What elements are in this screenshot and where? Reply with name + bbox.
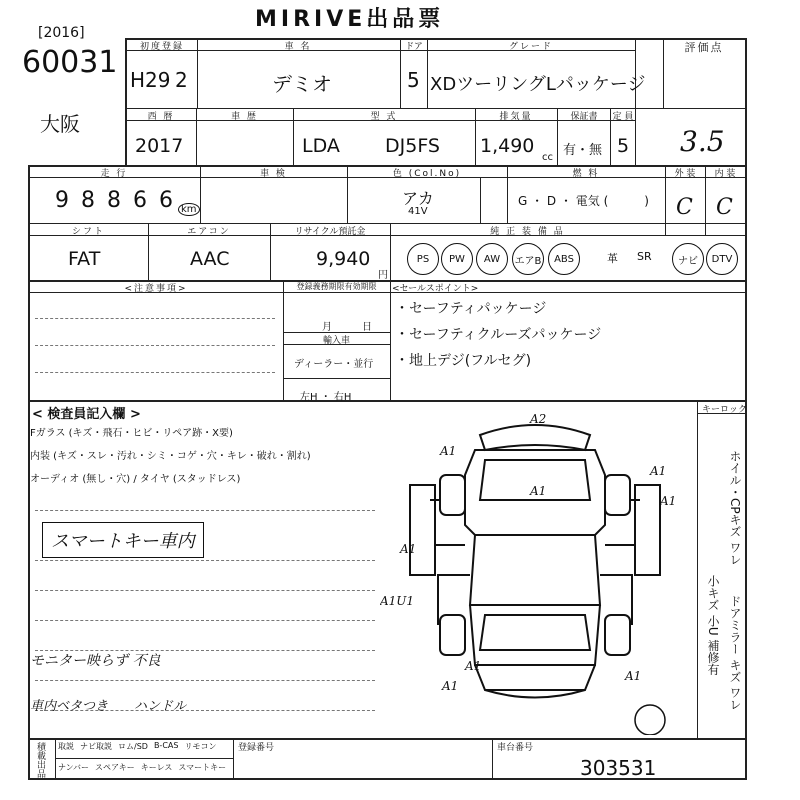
label-fuel: 燃 料 xyxy=(572,169,600,179)
damage-mark: A1 xyxy=(660,494,677,508)
damage-mark: A1 xyxy=(465,659,482,673)
bottom-side-label: 積載出品 xyxy=(35,742,45,778)
label-exterior: 外 装 xyxy=(674,169,696,179)
inspector-line: Fガラス (キズ・飛石・ヒビ・リペア跡・X要) xyxy=(30,428,233,439)
smartkey-note: スマートキー車内 xyxy=(42,522,204,558)
interior-note: 車内ベタつき ハンドル xyxy=(30,699,187,714)
label-eval: 評価点 xyxy=(684,41,724,54)
bottom-option: 取説 xyxy=(58,742,74,751)
label-model: 型 式 xyxy=(370,112,398,122)
bottom-option: ロム/SD xyxy=(118,742,148,751)
displacement: 1,490 xyxy=(480,135,535,157)
damage-mark: A1 xyxy=(650,464,667,478)
doc-title: MIRIVE出品票 xyxy=(255,7,445,32)
recycle-fee: 9,940 xyxy=(316,248,371,270)
label-color: 色 (Col.No) xyxy=(392,169,462,179)
damage-mark: A1 xyxy=(400,542,417,556)
side-note-mirror: ドアミラー キズ ワレ xyxy=(728,595,742,711)
label-capacity: 定 員 xyxy=(612,112,634,122)
mileage-unit: km xyxy=(178,203,200,216)
side-note-wheel: ホイル・CPキズ ワレ xyxy=(728,450,742,566)
equipment-item: AW xyxy=(476,243,508,275)
exterior-grade: C xyxy=(676,195,693,220)
label-reg-date: 初度登録 xyxy=(139,42,184,52)
bottom-option: スペアキー xyxy=(95,763,135,772)
recycle-unit: 円 xyxy=(378,270,388,281)
reg-month: 2 xyxy=(175,68,188,92)
color: アカ xyxy=(402,189,434,208)
chassis-number: 303531 xyxy=(580,756,657,780)
label-interior: 内 装 xyxy=(714,169,736,179)
damage-mark: A1 xyxy=(442,679,459,693)
equipment-item: PS xyxy=(407,243,439,275)
equipment-item: ABS xyxy=(548,243,580,275)
door-count: 5 xyxy=(407,68,420,92)
model-code: DJ5FS xyxy=(385,135,440,157)
damage-mark: A1U1 xyxy=(380,594,415,608)
sales-point: ・セーフティパッケージ xyxy=(395,301,547,317)
car-name: デミオ xyxy=(272,72,332,96)
damage-mark: A1 xyxy=(625,669,642,683)
equipment-item: DTV xyxy=(706,243,738,275)
score: 3.5 xyxy=(680,125,725,158)
label-inspection: 車 検 xyxy=(260,169,287,179)
equipment-item: エアB xyxy=(512,243,544,275)
fuel: G ・ D ・ 電気 ( ) xyxy=(518,194,649,208)
side-note-repair: 小キズ 小U 補修有 xyxy=(706,575,720,676)
sales-point: ・地上デジ(フルセグ) xyxy=(395,353,532,369)
label-aircon: エアコン xyxy=(187,227,231,237)
inspector-line: 内装 (キズ・スレ・汚れ・シミ・コゲ・穴・キレ・破れ・割れ) xyxy=(30,451,311,462)
shift: FAT xyxy=(68,248,101,270)
inspector-title: < 検査員記入欄 > xyxy=(32,407,141,422)
label-mileage: 走 行 xyxy=(100,169,128,179)
label-reg-mark: 登録番号 xyxy=(238,743,275,753)
label-notes: <注意事項> xyxy=(124,284,188,294)
aircon: AAC xyxy=(190,248,230,270)
label-shift: シフト xyxy=(71,227,105,237)
bottom-options-row2 xyxy=(58,762,226,773)
venue: 大阪 xyxy=(40,112,80,136)
label-seiki: 西 暦 xyxy=(147,112,175,122)
damage-mark: A1 xyxy=(530,484,547,498)
color-no: 41V xyxy=(408,206,428,217)
reg-era: H29 xyxy=(130,68,171,92)
label-history: 車 歴 xyxy=(231,112,258,122)
sales-point: ・セーフティクルーズパッケージ xyxy=(395,327,602,343)
model-year: 2017 xyxy=(135,135,184,157)
label-warranty: 保証書 xyxy=(570,112,598,122)
lot-number: 60031 xyxy=(22,45,118,80)
warranty: 有・無 xyxy=(563,143,603,158)
bottom-option: スマートキー xyxy=(178,763,227,772)
inspector-lines xyxy=(30,424,311,493)
equipment-item: ナビ xyxy=(672,243,704,275)
equipment-item: 革 xyxy=(607,252,618,265)
bottom-options-row1 xyxy=(58,741,216,752)
label-equipment: 純 正 装 備 品 xyxy=(490,227,565,237)
label-keylock: キーロック xyxy=(702,405,747,415)
damage-mark: A2 xyxy=(530,412,547,426)
label-name: 車 名 xyxy=(284,42,312,52)
label-reg-expiry: 登録義務期限有効期限 xyxy=(296,282,377,291)
bottom-option: ナンバー xyxy=(58,763,90,772)
capacity: 5 xyxy=(617,135,630,157)
mileage: 98866 xyxy=(55,188,185,213)
label-chassis-no: 車台番号 xyxy=(497,743,534,753)
grade: XDツーリングLパッケージ xyxy=(430,74,646,95)
import-handle: 左H ・ 右H xyxy=(300,392,352,403)
label-displacement: 排気量 xyxy=(499,112,533,122)
bottom-option: キーレス xyxy=(140,763,173,772)
import-month-day: 月 日 xyxy=(322,322,372,333)
equipment-item: PW xyxy=(441,243,473,275)
displacement-unit: cc xyxy=(542,152,553,163)
import-dealer: ディーラー・並行 xyxy=(294,359,374,370)
car-damage-diagram xyxy=(380,405,690,735)
model-prefix: LDA xyxy=(302,135,340,157)
year-tag: [2016] xyxy=(38,25,85,41)
bottom-option: ナビ取説 xyxy=(80,742,112,751)
equipment-item: SR xyxy=(637,250,652,263)
monitor-note: モニター映らず 不良 xyxy=(30,653,161,669)
inspector-line: オーディオ (無し・穴) / タイヤ (スタッドレス) xyxy=(30,474,241,485)
bottom-option: リモコン xyxy=(184,742,217,751)
label-sales-points: <セールスポイント> xyxy=(392,284,479,294)
sales-points-list xyxy=(395,298,601,376)
interior-grade: C xyxy=(716,195,733,220)
bottom-option: B-CAS xyxy=(153,741,179,750)
label-door: ドア xyxy=(405,42,423,52)
damage-mark: A1 xyxy=(440,444,457,458)
label-import: 輸入車 xyxy=(322,336,350,346)
label-grade: グレード xyxy=(508,42,553,52)
label-recycle: リサイクル預託金 xyxy=(294,227,366,237)
